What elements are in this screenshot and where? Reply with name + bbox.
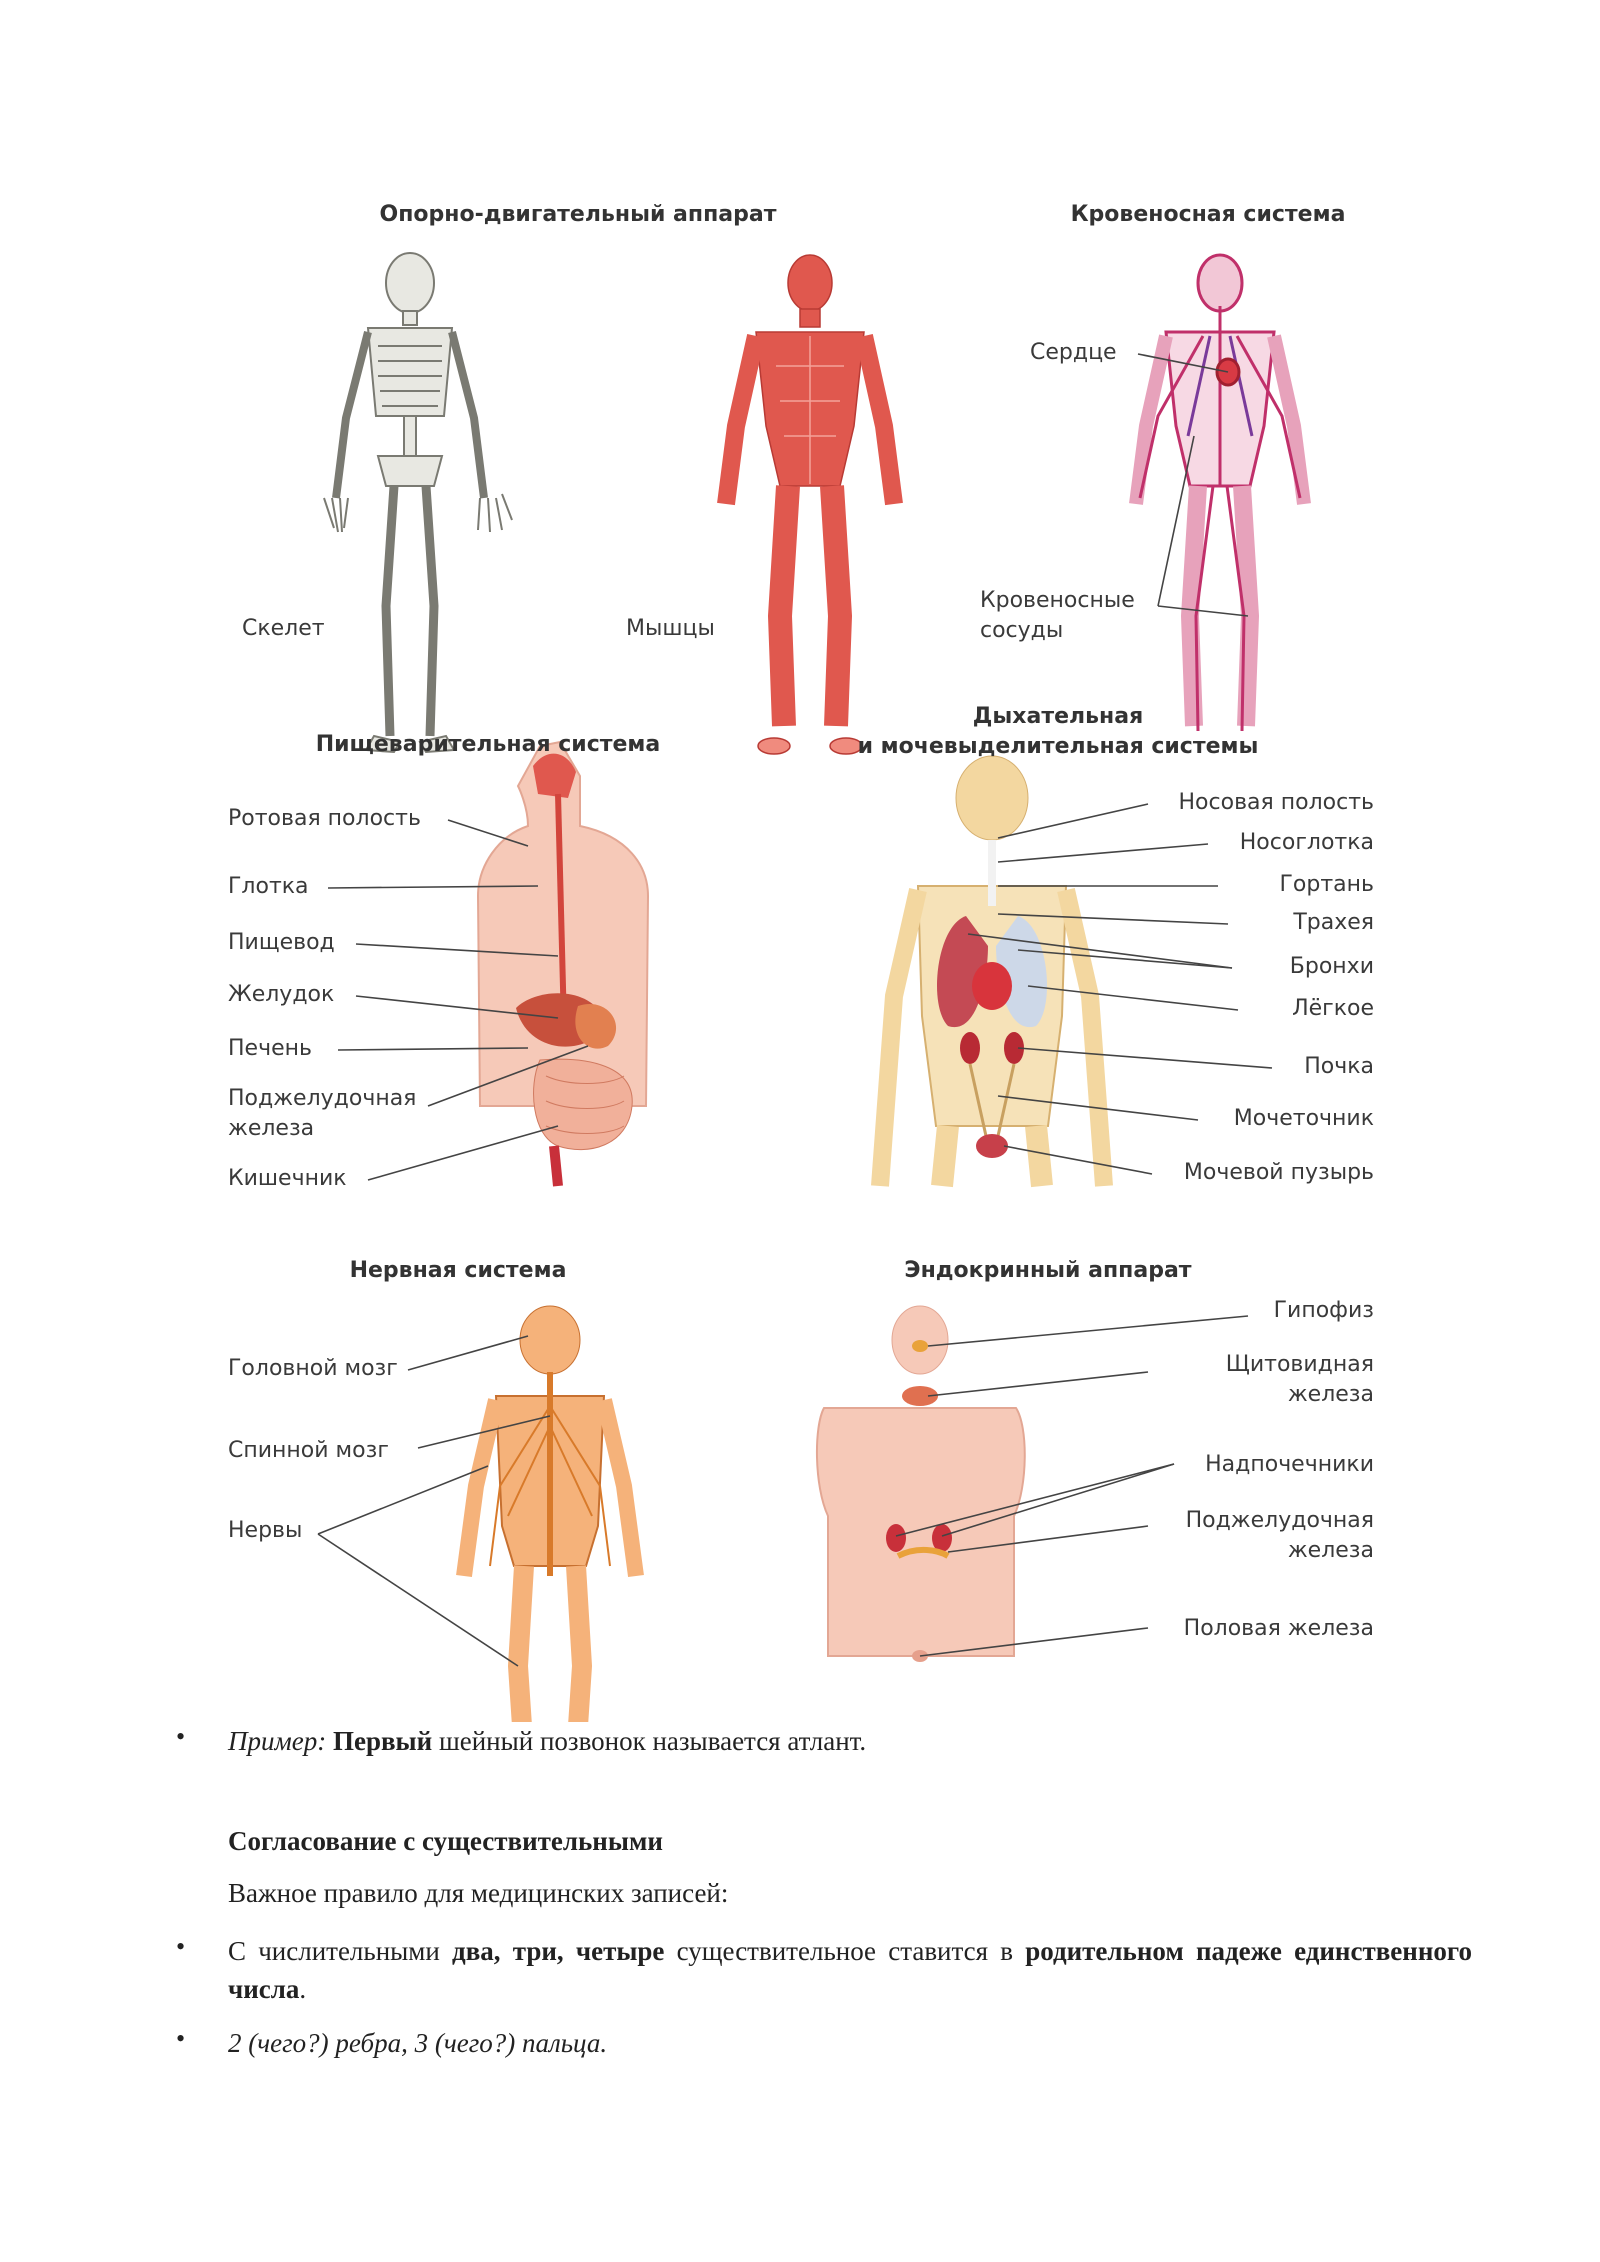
label-skeleton: Скелет [242,616,325,641]
panel-title-respiratory: Дыхательная и мочевыделительная системы [857,704,1259,759]
label-esophagus: Пищевод [228,930,335,955]
muscle-illustration [726,255,894,754]
label-bladder: Мочевой пузырь [1183,1160,1374,1185]
rule-case: родительном падеже единственного числа [228,1936,1472,2004]
label-pancreas-endocrine: Поджелудочная железа [1185,1508,1374,1563]
rule-paragraph [228,1932,1472,2008]
label-blood-vessels: Кровеносные сосуды [980,588,1135,643]
nervous-illustration [464,1306,636,1722]
label-nasopharynx: Носоглотка [1239,830,1374,855]
example-label: Пример: [228,1726,327,1756]
label-heart: Сердце [1030,340,1117,365]
label-pancreas-digestive: Поджелудочная железа [228,1086,417,1141]
example-2: 2 (чего?) ребра, 3 (чего?) пальца. [228,2028,608,2058]
example-sentence [228,1722,1472,1760]
label-kidney: Почка [1304,1054,1374,1079]
anatomy-figure [228,186,1374,1722]
skeleton-illustration [324,253,512,752]
panel-title-endocrine: Эндокринный аппарат [904,1258,1192,1283]
digestive-illustration [478,742,648,1186]
label-larynx: Гортань [1279,872,1374,897]
label-gonad: Половая железа [1183,1616,1374,1641]
endocrine-illustration [817,1306,1025,1662]
panel-title-musculoskeletal: Опорно-двигательный аппарат [379,202,777,227]
example-rest: шейный позвонок называется атлант. [432,1726,867,1756]
label-bronchi: Бронхи [1289,954,1374,979]
label-pharynx: Глотка [228,874,309,899]
panel-title-circulatory: Кровеносная система [1070,202,1346,227]
label-lung: Лёгкое [1292,996,1374,1021]
label-liver: Печень [228,1036,312,1061]
circulatory-illustration [1136,255,1304,731]
label-muscles: Мышцы [626,616,715,641]
label-adrenal: Надпочечники [1205,1452,1374,1477]
bullet-1: • [176,1722,186,1751]
label-nerves: Нервы [228,1518,303,1543]
label-nasal-cavity: Носовая полость [1178,790,1374,815]
bullet-3: • [176,2024,186,2053]
label-spinal-cord: Спинной мозг [228,1438,389,1463]
rule-middle: существительное ставится в [664,1936,1026,1966]
rule-numerals: два, три, четыре [452,1936,665,1966]
example-bold-word: Первый [332,1726,433,1756]
label-oral-cavity: Ротовая полость [228,806,421,831]
panel-title-digestive: Пищеварительная система [315,732,661,757]
label-thyroid: Щитовидная железа [1225,1352,1374,1407]
label-intestine: Кишечник [228,1166,347,1191]
panel-title-nervous: Нервная система [349,1258,567,1283]
label-trachea: Трахея [1293,910,1374,935]
section-heading: Согласование с существительными [228,1826,663,1856]
label-pituitary: Гипофиз [1273,1298,1374,1323]
bullet-2: • [176,1932,186,1961]
label-ureter: Мочеточник [1233,1106,1374,1131]
intro-line: Важное правило для медицинских записей: [228,1878,729,1908]
label-stomach: Желудок [228,982,335,1007]
label-brain: Головной мозг [228,1356,398,1381]
rule-start: С числительными [228,1936,453,1966]
rule-end: . [299,1974,307,2004]
